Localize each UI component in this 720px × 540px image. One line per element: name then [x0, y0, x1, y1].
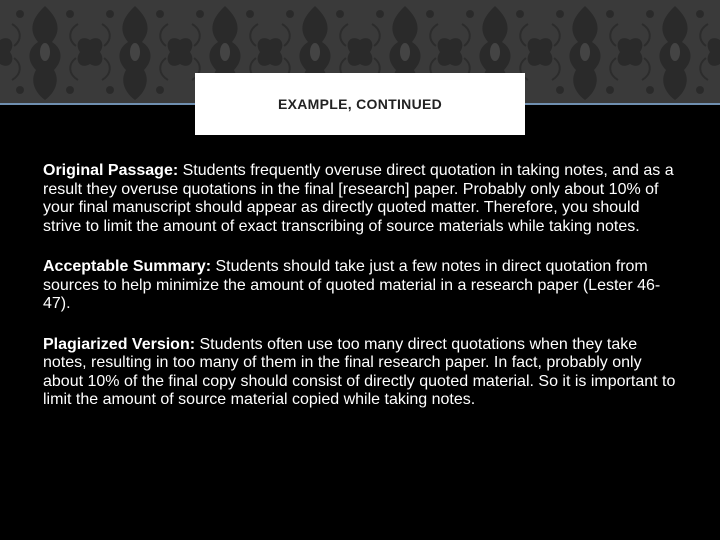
passage-label: Plagiarized Version:	[43, 335, 196, 353]
slide-title: EXAMPLE, CONTINUED	[277, 96, 443, 112]
passage-text: Students often use too many direct quotations when they take notes, resulting in too many of them in the final research paper. In fact, probably only about 10% of the final copy should consist of directly quoted material. So it is important to limit the amount of source material copied while taking notes.	[43, 335, 676, 408]
plagiarized-version	[43, 336, 677, 410]
title-box	[195, 73, 525, 135]
acceptable-summary	[43, 258, 677, 314]
slide-body	[43, 162, 677, 432]
passage-text: Students should take just a few notes in direct quotation from sources to help minimize the amount of quoted material in a research paper (Lester 46-47).	[43, 258, 661, 312]
passage-label: Original Passage:	[43, 162, 179, 179]
passage-label: Acceptable Summary:	[43, 258, 212, 275]
passage-text: Students frequently overuse direct quotation in taking notes, and as a result they overuse quotations in the final [research] paper. Probably only about 10% of your final manuscript should appear as directly quoted matter. Therefore, you should strive to limit the amount of exact transcribing of source materials while taking notes.	[43, 162, 674, 235]
original-passage	[43, 162, 677, 236]
